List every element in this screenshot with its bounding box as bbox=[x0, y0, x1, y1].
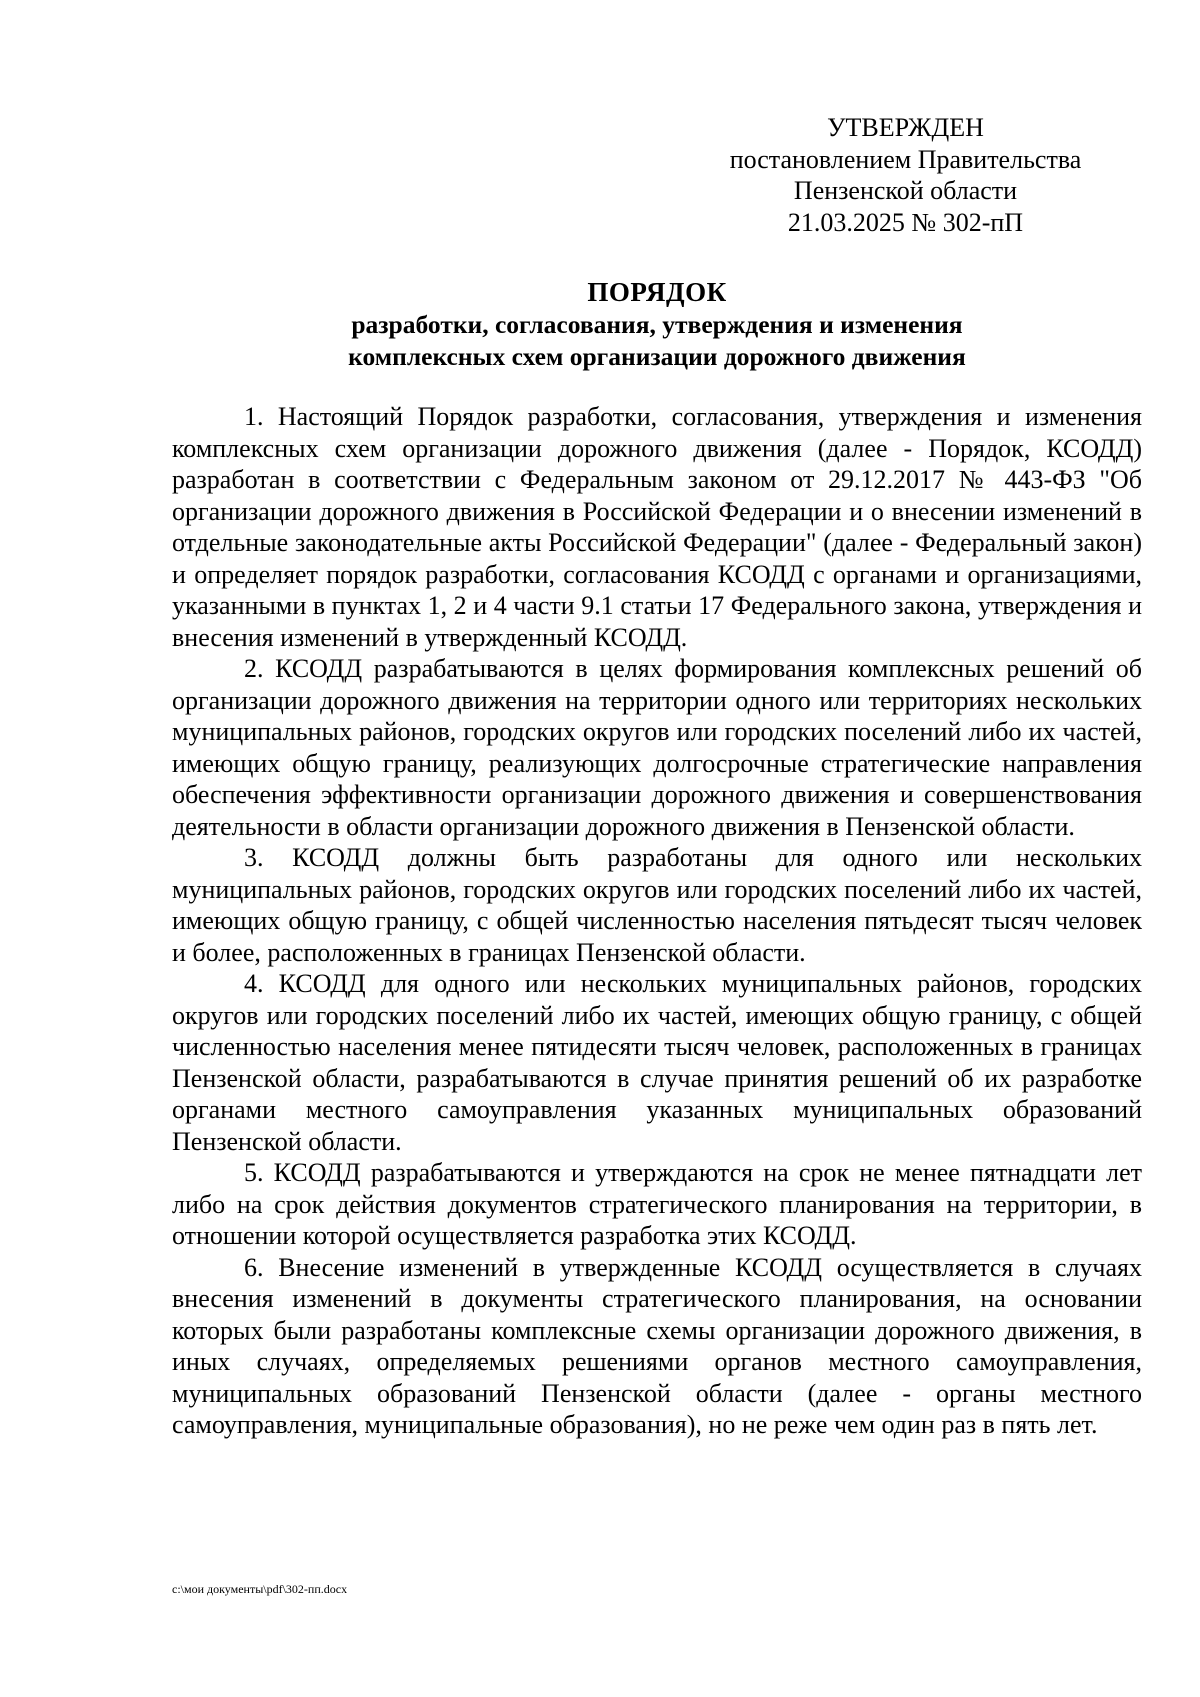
approval-heading: УТВЕРЖДЕН bbox=[827, 113, 984, 142]
file-path-footer: c:\мои документы\pdf\302-пп.docx bbox=[172, 1582, 348, 1596]
document-body bbox=[172, 401, 1142, 1441]
paragraph-3: 3. КСОДД должны быть разработаны для одного или нескольких муниципальных районов, городских округов или городских поселений либо их частей, имеющих общую границу, с общей численностью населения пятьдесят тысяч человек и более, расположенных в границах Пензенской области. bbox=[172, 843, 1142, 967]
paragraph-6: 6. Внесение изменений в утвержденные КСОДД осуществляется в случаях внесения изменений в документы стратегического планирования, на основании которых были разработаны комплексные схемы организации дорожного движения, в иных случаях, определяемых решениями органов местного самоуправления, муниципальных образований Пензенской области (далее - органы местного самоуправления, муниципальные образования), но не реже чем один раз в пять лет. bbox=[172, 1252, 1142, 1439]
document-subtitle-line-2: комплексных схем организации дорожного движения bbox=[348, 342, 966, 371]
document-title-block bbox=[172, 275, 1142, 373]
approval-decree-line: постановлением Правительства bbox=[729, 144, 1082, 174]
approval-date-number: 21.03.2025 № 302-пП bbox=[787, 207, 1024, 237]
paragraph-4: 4. КСОДД для одного или нескольких муниципальных районов, городских округов или городских поселений либо их частей, имеющих общую границу, с общей численностью населения менее пятидесяти тысяч человек, расположенных в границах Пензенской области, разрабатываются в случае принятия решений об их разработке органами местного самоуправления указанных муниципальных образований Пензенской области. bbox=[172, 969, 1142, 1156]
approval-stamp-block bbox=[718, 112, 1093, 238]
approval-region-line: Пензенской области bbox=[793, 176, 1018, 205]
document-subtitle-line-1: разработки, согласования, утверждения и изменения bbox=[351, 310, 963, 339]
document-title: ПОРЯДОК bbox=[587, 277, 727, 307]
paragraph-1: 1. Настоящий Порядок разработки, согласования, утверждения и изменения комплексных схем организации дорожного движения (далее - Порядок, КСОДД) разработан в соответствии с Федеральным законом от 29.12.2017 № 443-ФЗ "Об организации дорожного движения в Российской Федерации и о внесении изменений в отдельные законодательные акты Российской Федерации" (далее - Федеральный закон) и определяет порядок разработки, согласования КСОДД с органами и организациями, указанными в пунктах 1, 2 и 4 части 9.1 статьи 17 Федерального закона, утверждения и внесения изменений в утвержденный КСОДД. bbox=[172, 402, 1142, 652]
paragraph-5: 5. КСОДД разрабатываются и утверждаются на срок не менее пятнадцати лет либо на срок действия документов стратегического планирования на территории, в отношении которой осуществляется разработка этих КСОДД. bbox=[172, 1158, 1142, 1250]
paragraph-2: 2. КСОДД разрабатываются в целях формирования комплексных решений об организации дорожного движения на территории одного или территориях нескольких муниципальных районов, городских округов или городских поселений либо их частей, имеющих общую границу, реализующих долгосрочные стратегические направления обеспечения эффективности организации дорожного движения и совершенствования деятельности в области организации дорожного движения в Пензенской области. bbox=[172, 654, 1142, 841]
